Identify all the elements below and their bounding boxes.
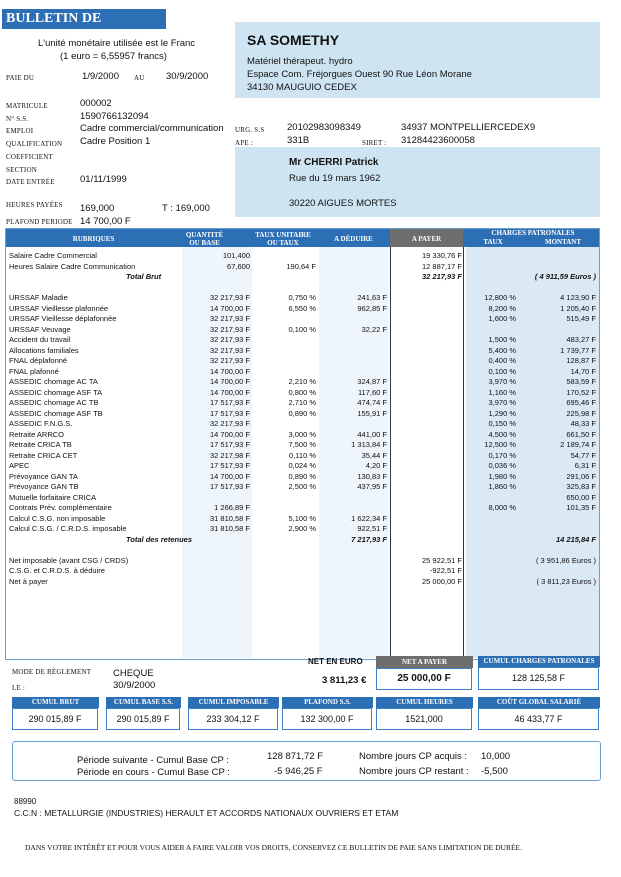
row-charge-amount: 515,49 F [566,314,596,323]
row-rate: 6,550 % [288,303,316,313]
employee-info-value: 000002 [80,98,112,109]
row-rate: 5,100 % [288,513,316,523]
net-euro-value: 3 811,23 € [322,675,367,686]
row-rate: 0,890 % [288,471,316,481]
table-row [6,367,599,378]
row-pay: 32 217,93 F [421,272,462,281]
row-charge-amount: 695,46 F [566,398,596,407]
row-rate: 190,64 F [286,261,316,271]
cp-cur-label: Période en cours - Cumul Base CP : [77,767,230,778]
recipient-name: Mr CHERRI Patrick [289,157,379,168]
cumul-header: PLAFOND S.S. [282,697,373,708]
row-rate: 0,750 % [288,293,316,302]
row-quantity: 32 217,93 F [209,419,250,428]
row-charge-amount: 6,31 F [574,461,596,470]
row-quantity: 14 700,00 F [209,377,250,386]
row-quantity: 101,400 [222,251,250,260]
urg-city: 34937 MONTPELLIERCEDEX9 [401,122,536,133]
employee-info-value: Cadre commercial/communication [80,123,224,134]
hours-label: HEURES PAYÉES [6,201,63,209]
row-quantity: 17 517,93 F [209,408,250,418]
table-row [6,577,599,588]
row-charge-amount: 1 205,40 F [560,303,596,313]
row-charge-amount: 14,70 F [570,366,596,376]
header-deduire: A DÉDUIRE [334,235,373,243]
row-label: ASSEDIC chomage AC TB [9,398,99,407]
row-deduction: 4,20 F [365,461,387,470]
row-label: Total Brut [126,272,162,281]
row-deduction: 922,51 F [357,524,387,533]
employer-block [235,22,600,98]
row-quantity: 32 217,93 F [209,293,250,302]
header-charges-taux: TAUX [483,238,503,246]
row-charge-amount: 325,83 F [566,482,596,491]
row-deduction: 962,85 F [357,303,387,313]
table-row [6,377,599,388]
table-row [6,524,599,535]
cp-restant-label: Nombre jours CP restant : [359,766,469,777]
plafond-label: PLAFOND PERIODE [6,218,73,226]
row-deduction: 474,74 F [357,398,387,407]
header-rubriques: RUBRIQUES [72,235,115,243]
row-label: FNAL déplafonné [9,356,68,365]
plafond-value: 14 700,00 F [80,216,131,227]
table-row [6,482,599,493]
table-row [6,346,599,357]
row-charge-amount: ( 3 951,86 Euros ) [535,555,596,565]
table-row [6,514,599,525]
table-row [6,398,599,409]
row-quantity: 17 517,93 F [209,440,250,449]
row-rate: 3,000 % [288,429,316,439]
row-deduction: 1 622,34 F [351,513,387,523]
row-deduction: 35,44 F [361,450,387,460]
row-charge-rate: 3,970 % [488,377,516,386]
document-title: BULLETIN DE SALAIRE [2,9,166,29]
row-rate: 0,800 % [288,387,316,397]
employer-name: SA SOMETHY [247,32,340,48]
urg-value: 20102983098349 [287,122,361,133]
row-label: Allocations familiales [9,345,79,355]
row-label: ASSEDIC chomage AC TA [9,377,98,386]
currency-note-2: (1 euro = 6,55957 francs) [60,51,167,62]
row-charge-amount: 225,98 F [566,408,596,418]
cumul-cp-header: CUMUL CHARGES PATRONALES [478,656,600,667]
row-charge-rate: 3,970 % [488,398,516,407]
ape-value: 331B [287,135,310,146]
row-charge-amount: 661,50 F [566,429,596,439]
table-row [6,503,599,514]
row-charge-rate: 8,000 % [488,503,516,512]
row-deduction: 7 217,93 F [351,534,387,544]
cumul-header: CUMUL IMPOSABLE [188,697,279,708]
table-row [6,545,599,556]
row-charge-rate: 5,400 % [488,345,516,355]
row-deduction: 241,63 F [357,293,387,302]
header-taux: TAUX UNITAIRE OU TAUX [255,231,311,247]
row-charge-rate: 4,500 % [488,429,516,439]
cp-cur-value: -5 946,25 F [274,766,323,777]
table-row [6,566,599,577]
row-deduction: 130,83 F [357,471,387,481]
table-row [6,335,599,346]
table-row [6,535,599,546]
employee-info-label: MATRICULE [6,102,48,110]
row-pay: 25 922,51 F [421,555,462,565]
payment-mode-label: MODE DE RÈGLEMENT [12,668,92,676]
row-label: APEC [9,461,30,470]
siret-value: 31284423600058 [401,135,475,146]
cp-restant-value: -5,500 [481,766,508,777]
employee-info-label: COEFFICIENT [6,153,53,161]
header-payer: A PAYER [411,235,442,243]
employee-info-value: 01/11/1999 [80,174,127,185]
employee-info-label: SECTION [6,166,37,174]
row-quantity: 14 700,00 F [209,366,250,376]
row-charge-rate: 1,160 % [488,387,516,397]
row-rate: 7,500 % [288,440,316,449]
row-rate: 0,110 % [289,450,316,460]
row-charge-rate: 1,600 % [488,314,516,323]
table-row [6,356,599,367]
row-label: Net imposable (avant CSG / CRDS) [9,555,129,565]
table-row [6,440,599,451]
table-row [6,251,599,262]
row-charge-amount: 101,35 F [566,503,596,512]
row-quantity: 14 700,00 F [209,387,250,397]
row-label: URSSAF Vieillesse plafonnée [9,303,109,313]
row-quantity: 14 700,00 F [209,429,250,439]
cp-box [12,741,601,781]
row-pay: 19 330,76 F [421,251,462,260]
row-label: FNAL plafonné [9,366,59,376]
net-euro-label: NET EN EURO [308,657,363,666]
cumul-header: CUMUL BASE S.S. [106,697,181,708]
row-charge-amount: 170,52 F [566,387,596,397]
row-quantity: 17 517,93 F [209,461,250,470]
row-quantity: 17 517,93 F [209,398,250,407]
payment-date: 30/9/2000 [113,680,156,691]
row-charge-amount: 4 123,90 F [560,293,596,302]
row-charge-amount: 483,27 F [566,335,596,344]
row-pay: -922,51 F [429,566,462,575]
period-from: 1/9/2000 [82,71,119,82]
row-label: URSSAF Veuvage [9,324,71,334]
employee-info-label: QUALIFICATION [6,140,63,148]
table-row [6,272,599,283]
row-charge-rate: 0,400 % [488,356,516,365]
row-label: Net à payer [9,576,48,586]
row-quantity: 32 217,98 F [209,450,250,460]
row-pay: 25 000,00 F [421,576,462,586]
row-quantity: 32 217,93 F [209,314,250,323]
row-charge-rate: 1,290 % [488,408,516,418]
row-quantity: 67,600 [227,261,250,271]
row-quantity: 17 517,93 F [209,482,250,491]
employer-line2: Espace Com. Fréjorgues Ouest 90 Rue Léon Morane [247,69,472,80]
row-label: Calcul C.S.G. / C.R.D.S. imposable [9,524,127,533]
payment-date-label: LE : [12,684,26,692]
cp-next-label: Période suivante - Cumul Base CP : [77,755,229,766]
row-rate: 0,024 % [288,461,316,470]
row-label: URSSAF Maladie [9,293,68,302]
table-row [6,388,599,399]
row-label: Retraite CRICA TB [9,440,72,449]
table-row [6,409,599,420]
employee-info-value: 1590766132094 [80,111,149,122]
row-deduction: 155,91 F [357,408,387,418]
table-row [6,556,599,567]
row-rate: 0,100 % [288,324,316,334]
net-pay-value: 25 000,00 F [376,668,472,690]
table-row [6,419,599,430]
cumul-value: 1521,000 [376,708,472,730]
employee-info-label: DATE ENTRÉE [6,178,55,186]
row-charge-amount: 291,06 F [566,471,596,481]
row-label: Total des retenues [126,534,192,544]
row-label: Retraite CRICA CET [9,450,78,460]
employee-info-value: Cadre Position 1 [80,136,151,147]
row-charge-rate: 0,036 % [488,461,516,470]
row-charge-rate: 1,980 % [488,471,516,481]
table-rows [6,251,599,587]
recipient-block [235,147,600,217]
table-row [6,461,599,472]
row-charge-rate: 12,500 % [484,440,516,449]
payment-mode: CHEQUE [113,668,154,679]
row-deduction: 32,22 F [361,324,387,334]
row-charge-amount: 54,77 F [570,450,596,460]
footer-code: 88990 [14,797,37,806]
cumul-header: COÛT GLOBAL SALARIÉ [478,697,600,708]
row-charge-rate: 1,860 % [488,482,516,491]
cp-next-value: 128 871,72 F [267,751,323,762]
row-rate: 2,500 % [288,482,316,491]
row-charge-amount: ( 4 911,59 Euros ) [534,272,596,281]
row-label: Prévoyance GAN TB [9,482,79,491]
row-charge-rate: 8,200 % [488,303,516,313]
cp-acquis-label: Nombre jours CP acquis : [359,751,468,762]
row-label: Prévoyance GAN TA [9,471,78,481]
row-rate: 2,210 % [288,377,316,386]
row-quantity: 32 217,93 F [209,335,250,344]
cumul-value: 233 304,12 F [188,708,278,730]
row-quantity: 32 217,93 F [209,356,250,365]
row-charge-amount: 14 215,84 F [555,534,596,544]
row-charge-amount: 1 739,77 F [560,345,596,355]
footer-notice: DANS VOTRE INTÉRÊT ET POUR VOUS AIDER A FAIRE VALOIR VOS DROITS, CONSERVEZ CE BULLETIN DE PAIE SANS LIMITATION DE DURÉE. [25,843,523,852]
header-charges-montant: MONTANT [544,238,582,246]
cumul-header: CUMUL HEURES [376,697,473,708]
pay-table [5,228,600,660]
table-row [6,293,599,304]
table-row [6,314,599,325]
row-label: Accident du travail [9,335,71,344]
employer-line1: Matériel thérapeut. hydro [247,56,353,67]
period-label: PAIE DU [6,74,35,82]
table-row [6,325,599,336]
cumul-cp-value: 128 125,58 F [478,667,599,690]
row-label: Calcul C.S.G. non imposable [9,513,106,523]
row-label: ASSEDIC F.N.G.S. [9,419,73,428]
employee-info-label: N° S.S. [6,115,29,123]
table-row [6,304,599,315]
ape-label: APE : [235,139,253,147]
row-quantity: 14 700,00 F [209,471,250,481]
row-label: URSSAF Vieillesse déplafonnée [9,314,117,323]
table-row [6,283,599,294]
row-charge-rate: 12,800 % [484,293,516,302]
footer-ccn: C.C.N : METALLURGIE (INDUSTRIES) HERAULT ET ACCORDS NATIONAUX OUVRIERS ET ETAM [14,808,399,818]
table-row [6,472,599,483]
row-quantity: 31 810,58 F [209,524,250,533]
row-rate: 2,900 % [288,524,316,533]
row-rate: 0,890 % [288,408,316,418]
row-label: Mutuelle forfaitaire CRICA [9,492,97,502]
row-charge-amount: 650,00 F [566,492,596,502]
row-quantity: 31 810,58 F [209,513,250,523]
row-label: ASSEDIC chomage ASF TA [9,387,103,397]
currency-note-1: L'unité monétaire utilisée est le Franc [38,38,196,49]
cumul-value: 290 015,89 F [12,708,98,730]
row-label: Retraite ARRCO [9,429,65,439]
row-charge-rate: 0,170 % [488,450,516,460]
period-to-label: AU [134,74,145,82]
row-charge-rate: 0,100 % [488,366,516,376]
row-quantity: 1 266,89 F [214,503,250,512]
cumul-value: 132 300,00 F [282,708,372,730]
net-pay-header: NET A PAYER [376,656,473,668]
row-quantity: 32 217,93 F [209,324,250,334]
row-pay: 12 887,17 F [421,261,462,271]
hours-value: 169,000 [80,203,115,214]
table-row [6,451,599,462]
siret-label: SIRET : [362,139,387,147]
row-charge-rate: 1,500 % [488,335,516,344]
row-deduction: 117,60 F [357,387,387,397]
row-quantity: 14 700,00 F [209,303,250,313]
employee-info-label: EMPLOI [6,127,34,135]
hours-total: T : 169,000 [162,203,210,214]
row-charge-amount: ( 3 811,23 Euros ) [536,576,596,586]
row-label: ASSEDIC chomage ASF TB [9,408,103,418]
row-charge-amount: 2 189,74 F [560,440,596,449]
header-charges: CHARGES PATRONALES [491,229,575,237]
table-row [6,493,599,504]
row-deduction: 441,00 F [357,429,387,439]
cp-acquis-value: 10,000 [481,751,511,762]
row-deduction: 1 313,84 F [351,440,387,449]
cumul-value: 46 433,77 F [478,708,599,730]
row-label: Salaire Cadre Commercial [9,251,97,260]
row-charge-amount: 48,33 F [570,419,596,428]
row-charge-amount: 583,59 F [566,377,596,386]
header-quantite: QUANTITÉ OU BASE [185,231,224,247]
period-to: 30/9/2000 [166,71,209,82]
row-quantity: 32 217,93 F [209,345,250,355]
row-label: Contrats Prév. complémentaire [9,503,112,512]
row-rate: 2,710 % [288,398,316,407]
recipient-line1: Rue du 19 mars 1962 [289,173,381,184]
employer-line3: 34130 MAUGUIO CEDEX [247,82,357,93]
row-deduction: 437,95 F [357,482,387,491]
row-label: Heures Salaire Cadre Communication [9,261,136,271]
table-row [6,430,599,441]
row-deduction: 324,87 F [357,377,387,386]
cumul-value: 290 015,89 F [106,708,180,730]
row-label: C.S.G. et C.R.D.S. à déduire [9,566,105,575]
row-charge-rate: 0,150 % [488,419,516,428]
table-row [6,262,599,273]
recipient-line2: 30220 AIGUES MORTES [289,198,397,209]
row-charge-amount: 128,87 F [566,356,596,365]
cumul-header: CUMUL BRUT [12,697,99,708]
urg-label: URG. S.S [235,126,265,134]
